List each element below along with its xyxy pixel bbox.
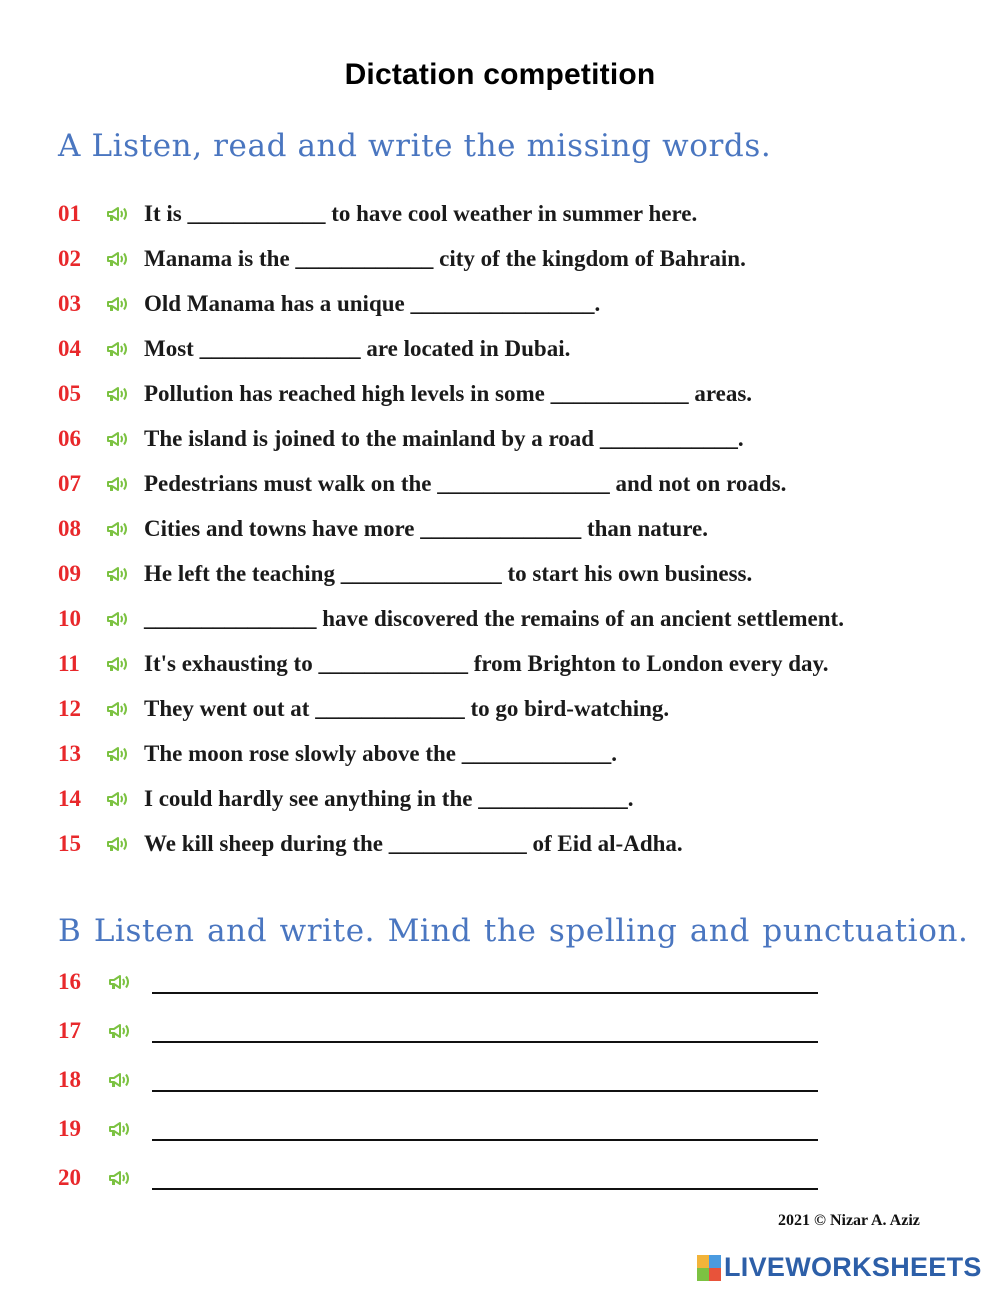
- dictation-row: [58, 967, 818, 997]
- speaker-icon[interactable]: [106, 653, 144, 675]
- speaker-icon[interactable]: [106, 743, 144, 765]
- exercise-sentence: Cities and towns have more ______________ than nature.: [144, 516, 708, 541]
- answer-input-line[interactable]: [152, 1117, 818, 1141]
- speaker-icon[interactable]: [106, 428, 144, 450]
- speaker-icon[interactable]: [106, 473, 144, 495]
- speaker-icon[interactable]: [106, 248, 144, 270]
- speaker-icon[interactable]: [106, 293, 144, 315]
- exercise-row: [58, 694, 669, 724]
- exercise-row: [58, 784, 633, 814]
- exercise-sentence: The moon rose slowly above the _____________.: [144, 741, 617, 766]
- item-number: 16: [58, 969, 81, 994]
- exercise-row: [58, 469, 786, 499]
- item-number: 20: [58, 1165, 81, 1190]
- exercise-row: [58, 604, 844, 634]
- copyright-notice: 2021 © Nizar A. Aziz: [778, 1212, 920, 1229]
- exercise-sentence: It is ____________ to have cool weather in summer here.: [144, 201, 698, 226]
- answer-input-line[interactable]: [152, 1019, 818, 1043]
- item-number: 15: [58, 831, 81, 856]
- answer-input-line[interactable]: [152, 1068, 818, 1092]
- exercise-sentence: _______________ have discovered the remains of an ancient settlement.: [144, 606, 844, 631]
- item-number: 17: [58, 1018, 81, 1043]
- item-number: 10: [58, 606, 81, 631]
- dictation-row: [58, 1163, 818, 1193]
- liveworksheets-logo-icon: [697, 1255, 721, 1281]
- exercise-row: [58, 334, 570, 364]
- item-number: 08: [58, 516, 81, 541]
- exercise-row: [58, 289, 600, 319]
- item-number: 11: [58, 651, 80, 676]
- speaker-icon[interactable]: [108, 1020, 152, 1042]
- exercise-sentence: Pollution has reached high levels in some ____________ areas.: [144, 381, 753, 406]
- exercise-row: [58, 199, 697, 229]
- speaker-icon[interactable]: [108, 1069, 152, 1091]
- dictation-row: [58, 1114, 818, 1144]
- liveworksheets-brand[interactable]: [697, 1252, 982, 1283]
- exercise-sentence: Pedestrians must walk on the _______________ and not on roads.: [144, 471, 787, 496]
- answer-input-line[interactable]: [152, 1166, 818, 1190]
- speaker-icon[interactable]: [106, 788, 144, 810]
- item-number: 04: [58, 336, 81, 361]
- page-title: Dictation competition: [344, 58, 656, 91]
- speaker-icon[interactable]: [106, 698, 144, 720]
- speaker-icon[interactable]: [106, 518, 144, 540]
- dictation-row: [58, 1016, 818, 1046]
- speaker-icon[interactable]: [106, 563, 144, 585]
- item-number: 14: [58, 786, 81, 811]
- exercise-row: [58, 559, 752, 589]
- exercise-sentence: I could hardly see anything in the _____________.: [144, 786, 634, 811]
- item-number: 06: [58, 426, 81, 451]
- item-number: 12: [58, 696, 81, 721]
- section-a-heading: A Listen, read and write the missing words.: [58, 128, 772, 164]
- speaker-icon[interactable]: [108, 971, 152, 993]
- item-number: 03: [58, 291, 81, 316]
- exercise-sentence: We kill sheep during the ____________ of Eid al-Adha.: [144, 831, 683, 856]
- exercise-sentence: Manama is the ____________ city of the kingdom of Bahrain.: [144, 246, 746, 271]
- speaker-icon[interactable]: [108, 1118, 152, 1140]
- exercise-row: [58, 514, 708, 544]
- item-number: 13: [58, 741, 81, 766]
- exercise-sentence: Most ______________ are located in Dubai.: [144, 336, 571, 361]
- brand-name: LIVEWORKSHEETS: [724, 1252, 982, 1282]
- item-number: 07: [58, 471, 81, 496]
- exercise-row: [58, 244, 746, 274]
- item-number: 18: [58, 1067, 81, 1092]
- exercise-row: [58, 649, 829, 679]
- exercise-sentence: The island is joined to the mainland by a road ____________.: [144, 426, 744, 451]
- speaker-icon[interactable]: [106, 338, 144, 360]
- dictation-row: [58, 1065, 818, 1095]
- exercise-sentence: He left the teaching ______________ to start his own business.: [144, 561, 753, 586]
- speaker-icon[interactable]: [108, 1167, 152, 1189]
- exercise-sentence: They went out at _____________ to go bird-watching.: [144, 696, 670, 721]
- answer-input-line[interactable]: [152, 970, 818, 994]
- item-number: 01: [58, 201, 81, 226]
- exercise-row: [58, 829, 683, 859]
- exercise-row: [58, 739, 617, 769]
- exercise-row: [58, 424, 744, 454]
- exercise-sentence: It's exhausting to _____________ from Brighton to London every day.: [144, 651, 829, 676]
- item-number: 02: [58, 246, 81, 271]
- speaker-icon[interactable]: [106, 383, 144, 405]
- item-number: 09: [58, 561, 81, 586]
- item-number: 05: [58, 381, 81, 406]
- exercise-row: [58, 379, 752, 409]
- section-b-heading: B Listen and write. Mind the spelling and punctuation.: [58, 913, 969, 949]
- speaker-icon[interactable]: [106, 608, 144, 630]
- speaker-icon[interactable]: [106, 833, 144, 855]
- item-number: 19: [58, 1116, 81, 1141]
- exercise-sentence: Old Manama has a unique ________________.: [144, 291, 601, 316]
- speaker-icon[interactable]: [106, 203, 144, 225]
